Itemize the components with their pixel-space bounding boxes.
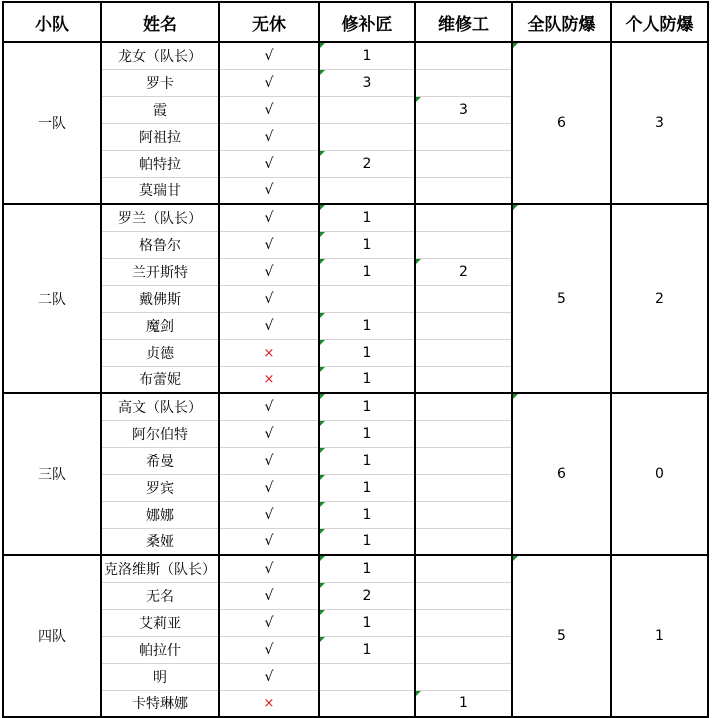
maint-cell: [415, 285, 512, 312]
member-name-cell: 明: [101, 663, 219, 690]
repair-value: 1: [362, 263, 372, 280]
rest-cell: [219, 312, 319, 339]
repair-cell: [319, 258, 415, 285]
team-name-cell: 四队: [3, 555, 101, 717]
rest-check-mark: √: [264, 236, 274, 253]
maint-cell: [415, 393, 512, 420]
comment-marker-icon: [513, 394, 518, 399]
maint-cell: [415, 555, 512, 582]
comment-marker-icon: [320, 232, 325, 237]
member-name-cell: 阿祖拉: [101, 123, 219, 150]
rest-cell: [219, 285, 319, 312]
maint-cell: [415, 123, 512, 150]
comment-marker-icon: [416, 259, 421, 264]
rest-cell: [219, 123, 319, 150]
maint-cell: [415, 636, 512, 663]
team-defense-value: 6: [557, 466, 566, 482]
repair-cell: [319, 312, 415, 339]
rest-cell: [219, 204, 319, 231]
table-row: [3, 555, 708, 582]
comment-marker-icon: [320, 448, 325, 453]
maint-cell: [415, 42, 512, 69]
comment-marker-icon: [320, 583, 325, 588]
team-name-cell: 一队: [3, 42, 101, 204]
rest-check-mark: √: [264, 668, 274, 685]
rest-cell: [219, 528, 319, 555]
rest-check-mark: √: [264, 587, 274, 604]
comment-marker-icon: [320, 475, 325, 480]
comment-marker-icon: [320, 502, 325, 507]
repair-cell: [319, 123, 415, 150]
repair-cell: [319, 393, 415, 420]
header-repair: 修补匠: [319, 2, 415, 42]
maint-cell: [415, 312, 512, 339]
rest-cross-mark: ×: [263, 696, 275, 712]
repair-value: 1: [362, 506, 372, 523]
repair-value: 1: [362, 452, 372, 469]
repair-cell: [319, 366, 415, 393]
maint-cell: [415, 447, 512, 474]
comment-marker-icon: [320, 556, 325, 561]
comment-marker-icon: [320, 151, 325, 156]
repair-cell: [319, 555, 415, 582]
maint-cell: [415, 69, 512, 96]
rest-check-mark: √: [264, 155, 274, 172]
repair-cell: [319, 528, 415, 555]
repair-value: 1: [362, 614, 372, 631]
repair-value: 2: [362, 587, 372, 604]
team-defense-cell: [512, 393, 611, 555]
repair-cell: [319, 177, 415, 204]
comment-marker-icon: [320, 367, 325, 372]
member-name-cell: 戴佛斯: [101, 285, 219, 312]
self-defense-cell: [611, 42, 708, 204]
comment-marker-icon: [320, 529, 325, 534]
repair-cell: [319, 69, 415, 96]
maint-cell: [415, 663, 512, 690]
member-name-cell: 霞: [101, 96, 219, 123]
comment-marker-icon: [416, 691, 421, 696]
repair-value: 2: [362, 155, 372, 172]
table-row: [3, 42, 708, 69]
maint-cell: [415, 150, 512, 177]
header-rest: 无休: [219, 2, 319, 42]
member-name-cell: 卡特琳娜: [101, 690, 219, 717]
rest-check-mark: √: [264, 425, 274, 442]
rest-check-mark: √: [264, 182, 274, 199]
repair-cell: [319, 42, 415, 69]
team-defense-value: 5: [557, 628, 566, 644]
repair-value: 1: [362, 209, 372, 226]
comment-marker-icon: [320, 70, 325, 75]
rest-cell: [219, 339, 319, 366]
rest-cell: [219, 609, 319, 636]
repair-value: 3: [362, 74, 372, 91]
repair-value: 1: [362, 533, 372, 550]
self-defense-cell: [611, 393, 708, 555]
comment-marker-icon: [416, 97, 421, 102]
rest-cell: [219, 150, 319, 177]
self-defense-cell: [611, 204, 708, 393]
rest-cell: [219, 663, 319, 690]
repair-value: 1: [362, 236, 372, 253]
maint-cell: [415, 420, 512, 447]
rest-check-mark: √: [264, 479, 274, 496]
repair-cell: [319, 690, 415, 717]
header-name: 姓名: [101, 2, 219, 42]
rest-check-mark: √: [264, 128, 274, 145]
maint-cell: [415, 96, 512, 123]
table-row: [3, 393, 708, 420]
member-name-cell: 罗兰（队长）: [101, 204, 219, 231]
rest-check-mark: √: [264, 533, 274, 550]
header-team: 小队: [3, 2, 101, 42]
member-name-cell: 高文（队长）: [101, 393, 219, 420]
self-defense-value: 0: [655, 466, 664, 482]
maint-cell: [415, 690, 512, 717]
repair-cell: [319, 420, 415, 447]
rest-cell: [219, 582, 319, 609]
roster-table: [2, 1, 709, 718]
comment-marker-icon: [320, 610, 325, 615]
rest-cell: [219, 636, 319, 663]
repair-cell: [319, 339, 415, 366]
rest-check-mark: √: [264, 614, 274, 631]
maint-cell: [415, 582, 512, 609]
member-name-cell: 龙女（队长）: [101, 42, 219, 69]
rest-check-mark: √: [264, 398, 274, 415]
header-maint: 维修工: [415, 2, 512, 42]
member-name-cell: 艾莉亚: [101, 609, 219, 636]
rest-check-mark: √: [264, 317, 274, 334]
repair-cell: [319, 447, 415, 474]
comment-marker-icon: [320, 421, 325, 426]
repair-cell: [319, 204, 415, 231]
member-name-cell: 兰开斯特: [101, 258, 219, 285]
comment-marker-icon: [320, 394, 325, 399]
member-name-cell: 魔剑: [101, 312, 219, 339]
rest-check-mark: √: [264, 263, 274, 280]
rest-cell: [219, 501, 319, 528]
maint-cell: [415, 231, 512, 258]
team-defense-cell: [512, 204, 611, 393]
comment-marker-icon: [320, 637, 325, 642]
maint-cell: [415, 258, 512, 285]
repair-value: 1: [362, 479, 372, 496]
maint-cell: [415, 609, 512, 636]
comment-marker-icon: [320, 43, 325, 48]
maint-value: 3: [459, 101, 468, 118]
header-self-def: 个人防爆: [611, 2, 708, 42]
member-name-cell: 娜娜: [101, 501, 219, 528]
rest-cell: [219, 555, 319, 582]
comment-marker-icon: [320, 259, 325, 264]
rest-cell: [219, 231, 319, 258]
rest-cell: [219, 177, 319, 204]
maint-value: 1: [459, 695, 468, 712]
rest-cell: [219, 366, 319, 393]
member-name-cell: 帕拉什: [101, 636, 219, 663]
rest-cell: [219, 42, 319, 69]
rest-check-mark: √: [264, 74, 274, 91]
team-name-cell: 二队: [3, 204, 101, 393]
rest-cross-mark: ×: [263, 372, 275, 388]
team-defense-cell: [512, 42, 611, 204]
repair-cell: [319, 150, 415, 177]
rest-cell: [219, 258, 319, 285]
maint-cell: [415, 204, 512, 231]
table-row: [3, 204, 708, 231]
rest-cell: [219, 96, 319, 123]
self-defense-value: 2: [655, 290, 664, 307]
repair-cell: [319, 231, 415, 258]
maint-cell: [415, 501, 512, 528]
member-name-cell: 克洛维斯（队长）: [101, 555, 219, 582]
member-name-cell: 桑娅: [101, 528, 219, 555]
comment-marker-icon: [320, 313, 325, 318]
repair-cell: [319, 474, 415, 501]
rest-cell: [219, 474, 319, 501]
repair-value: 1: [362, 398, 372, 415]
rest-check-mark: √: [264, 506, 274, 523]
member-name-cell: 罗宾: [101, 474, 219, 501]
rest-cell: [219, 420, 319, 447]
repair-value: 1: [362, 344, 372, 361]
self-defense-value: 1: [655, 628, 664, 644]
rest-cell: [219, 69, 319, 96]
rest-check-mark: √: [264, 641, 274, 658]
self-defense-cell: [611, 555, 708, 717]
repair-cell: [319, 501, 415, 528]
member-name-cell: 无名: [101, 582, 219, 609]
rest-cell: [219, 690, 319, 717]
maint-cell: [415, 474, 512, 501]
repair-value: 1: [362, 371, 372, 388]
member-name-cell: 布蕾妮: [101, 366, 219, 393]
repair-value: 1: [362, 47, 372, 64]
member-name-cell: 希曼: [101, 447, 219, 474]
repair-value: 1: [362, 560, 372, 577]
maint-cell: [415, 528, 512, 555]
repair-value: 1: [362, 317, 372, 334]
comment-marker-icon: [320, 205, 325, 210]
team-name-cell: 三队: [3, 393, 101, 555]
repair-cell: [319, 582, 415, 609]
repair-cell: [319, 609, 415, 636]
repair-cell: [319, 285, 415, 312]
member-name-cell: 帕特拉: [101, 150, 219, 177]
rest-check-mark: √: [264, 101, 274, 118]
header-row: [3, 2, 708, 42]
rest-check-mark: √: [264, 209, 274, 226]
repair-cell: [319, 96, 415, 123]
rest-check-mark: √: [264, 452, 274, 469]
rest-check-mark: √: [264, 47, 274, 64]
maint-value: 2: [459, 263, 468, 280]
repair-cell: [319, 663, 415, 690]
rest-check-mark: √: [264, 560, 274, 577]
rest-cell: [219, 393, 319, 420]
rest-cross-mark: ×: [263, 345, 275, 361]
member-name-cell: 贞德: [101, 339, 219, 366]
member-name-cell: 罗卡: [101, 69, 219, 96]
comment-marker-icon: [513, 556, 518, 561]
comment-marker-icon: [320, 340, 325, 345]
self-defense-value: 3: [655, 115, 664, 131]
repair-value: 1: [362, 641, 372, 658]
repair-value: 1: [362, 425, 372, 442]
rest-cell: [219, 447, 319, 474]
team-defense-value: 5: [557, 290, 566, 307]
maint-cell: [415, 339, 512, 366]
roster-body: [3, 42, 708, 717]
member-name-cell: 格鲁尔: [101, 231, 219, 258]
maint-cell: [415, 177, 512, 204]
team-defense-cell: [512, 555, 611, 717]
maint-cell: [415, 366, 512, 393]
comment-marker-icon: [513, 205, 518, 210]
repair-cell: [319, 636, 415, 663]
header-team-def: 全队防爆: [512, 2, 611, 42]
member-name-cell: 阿尔伯特: [101, 420, 219, 447]
team-defense-value: 6: [557, 115, 566, 131]
rest-check-mark: √: [264, 290, 274, 307]
member-name-cell: 莫瑞甘: [101, 177, 219, 204]
comment-marker-icon: [513, 43, 518, 48]
